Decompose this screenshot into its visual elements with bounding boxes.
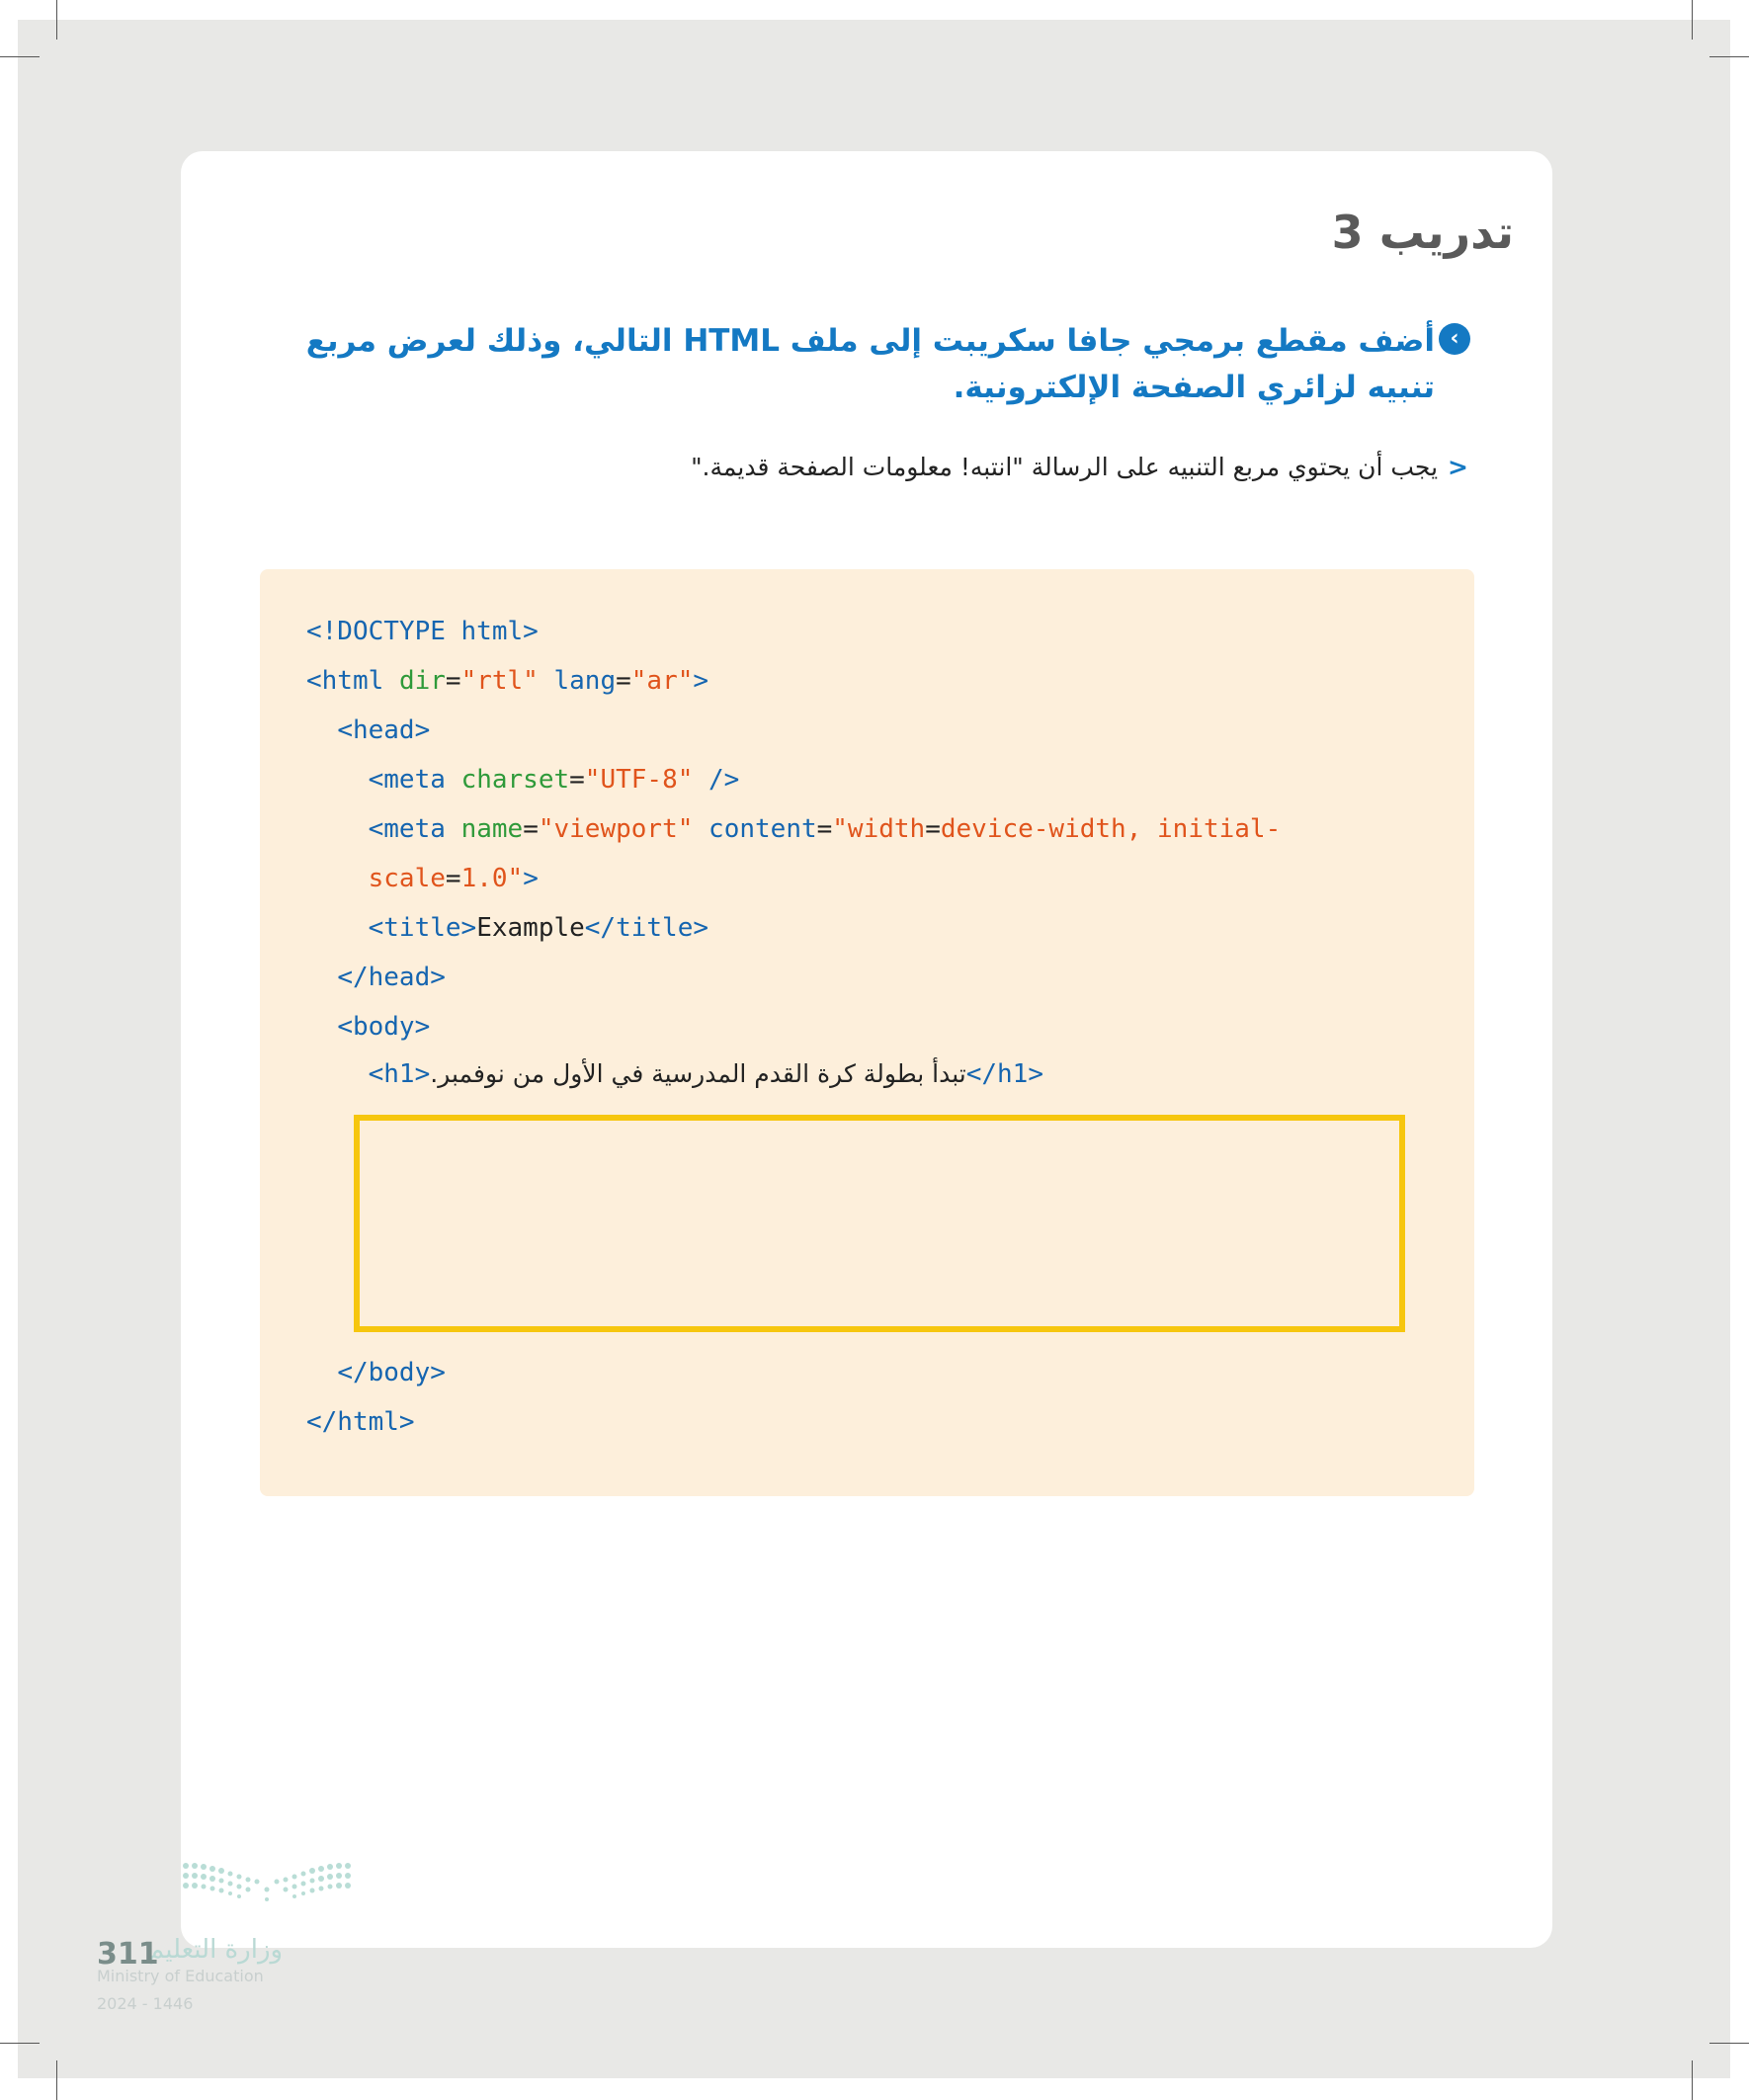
code-line-head-close: [306, 953, 446, 1002]
crop-mark: [0, 56, 40, 57]
code-token: </title>: [584, 913, 709, 943]
code-token: "width: [832, 814, 926, 844]
code-token: />: [693, 765, 740, 795]
code-token: "rtl": [460, 666, 539, 696]
crop-mark: [0, 2043, 40, 2044]
code-token: <head>: [337, 715, 431, 745]
code-token: =: [445, 666, 461, 696]
code-token: dir: [398, 666, 446, 696]
code-token: <meta: [368, 765, 446, 795]
code-token: content: [708, 814, 817, 844]
ministry-name-english: Ministry of Education: [97, 1967, 264, 1985]
code-line-meta-charset: [306, 755, 739, 804]
code-token: =: [925, 814, 941, 844]
ministry-name-arabic: وزارة التعليم: [148, 1935, 284, 1965]
code-token: <html: [306, 666, 384, 696]
code-line-h1: [306, 1050, 1043, 1099]
code-token: =: [569, 765, 585, 795]
code-token: </head>: [337, 963, 446, 992]
code-token: >: [693, 666, 709, 696]
edition-year: 2024 - 1446: [97, 1994, 194, 2013]
code-line-meta-viewport: [306, 804, 1281, 854]
crop-mark: [1709, 56, 1749, 57]
code-token: device-width, initial-: [940, 814, 1282, 844]
crop-mark: [1709, 2043, 1749, 2044]
code-token: <body>: [337, 1012, 431, 1042]
code-token: =: [616, 666, 631, 696]
code-line-body-open: [306, 1002, 430, 1051]
code-token: =: [816, 814, 833, 844]
code-line-head-open: [306, 706, 430, 755]
code-line-meta-viewport-cont: [306, 854, 539, 903]
note-text: يجب أن يحتوي مربع التنبيه على الرسالة "انتبه! معلومات الصفحة قديمة.": [691, 453, 1439, 481]
exercise-title: تدريب 3: [1331, 206, 1514, 259]
code-token: "ar": [630, 666, 694, 696]
task-instruction: أضف مقطع برمجي جافا سكريبت إلى ملف HTML التالي، وذلك لعرض مربع تنبيه لزائري الصفحة الإلكترونية.: [305, 323, 1435, 405]
page-number: 311: [97, 1937, 159, 1972]
code-line-title: [306, 903, 708, 953]
code-token: 1.0": [460, 864, 524, 893]
code-token: <meta: [368, 814, 446, 844]
code-line-html-open: [306, 656, 708, 706]
code-line-body-close: [306, 1348, 446, 1397]
code-token: charset: [460, 765, 570, 795]
crop-mark: [56, 2060, 57, 2100]
code-line-html-close: [306, 1397, 415, 1447]
ministry-logo-icon: [182, 1860, 352, 1909]
crop-mark: [1692, 0, 1693, 40]
code-token: </body>: [337, 1358, 446, 1387]
code-line-doctype: [306, 607, 539, 656]
code-token: lang: [553, 666, 617, 696]
code-token: <h1>: [368, 1059, 431, 1089]
code-token: name: [460, 814, 524, 844]
code-token: >: [523, 864, 539, 893]
code-token: =: [445, 864, 461, 893]
chevron-left-icon: ‹: [1439, 323, 1470, 355]
code-token: "viewport": [538, 814, 694, 844]
note-marker: <: [1448, 453, 1468, 481]
code-token: scale: [368, 864, 446, 893]
code-token: "UTF-8": [584, 765, 694, 795]
code-token: <!DOCTYPE html>: [306, 617, 539, 646]
task-note: [691, 453, 1468, 481]
code-token: =: [523, 814, 539, 844]
code-token: Example: [476, 913, 585, 943]
answer-input-box[interactable]: [354, 1115, 1405, 1332]
code-token: <title>: [368, 913, 477, 943]
code-token: تبدأ بطولة كرة القدم المدرسية في الأول من نوفمبر.: [430, 1059, 966, 1088]
code-token: </h1>: [965, 1059, 1043, 1089]
crop-mark: [1692, 2060, 1693, 2100]
crop-mark: [56, 0, 57, 40]
code-token: </html>: [306, 1407, 415, 1437]
